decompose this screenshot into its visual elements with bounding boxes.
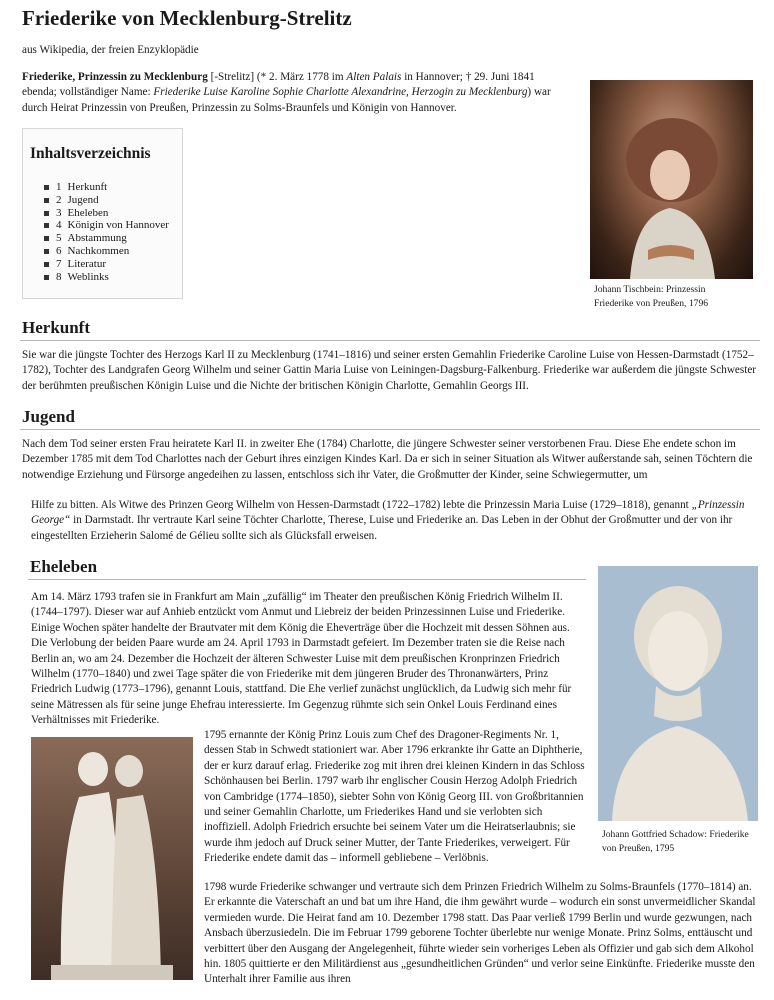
toc-item[interactable]	[44, 207, 169, 220]
bullet-icon	[44, 198, 49, 203]
toc-number: 1	[56, 181, 62, 193]
statue-image	[31, 737, 193, 980]
heading-jugend: Jugend	[22, 407, 75, 426]
toc-link[interactable]: Herkunft	[67, 181, 108, 193]
table-of-contents	[22, 128, 183, 299]
toc-link[interactable]: Literatur	[67, 257, 106, 270]
toc-number: 2	[56, 193, 62, 206]
bust-figure	[598, 566, 758, 821]
toc-number: 7	[56, 257, 62, 270]
portrait-image	[590, 80, 753, 279]
toc-number: 3	[56, 206, 62, 219]
heading-herkunft: Herkunft	[22, 318, 90, 337]
bullet-icon	[44, 223, 49, 228]
herkunft-paragraph: Sie war die jüngste Tochter des Herzogs Karl II zu Mecklenburg (1741–1816) und seiner ersten Gemahlin Friederike Caroline Luise von Hessen-Darmstadt (1752–1782), Tochter des Landgrafen Georg Wilhelm und seiner Gattin Maria Luise von Leiningen-Dagsburg-Falkenburg. Friederike war außerdem die jüngste Schwester der berühmten preußischen Königin Luise und die Nichte der britischen Königin Charlotte, Gemahlin Georgs III.	[22, 349, 757, 392]
toc-item[interactable]	[44, 194, 169, 207]
intro-paragraph	[22, 70, 570, 116]
toc-number: 4	[56, 219, 62, 232]
intro-text: in Hannover; † 29. Juni 1841 ebenda; vollständiger Name:	[22, 71, 535, 99]
toc-item[interactable]	[44, 232, 169, 245]
portrait-caption: Johann Tischbein: Prinzessin Friederike von Preußen, 1796	[594, 284, 709, 309]
toc-number: 6	[56, 244, 62, 257]
toc-item[interactable]	[44, 271, 169, 284]
jugend-nickname: „Prinzessin George“	[31, 499, 745, 527]
eheleben-paragraph-1: Am 14. März 1793 trafen sie in Frankfurt am Main „zufällig“ im Theater den preußischen König Friedrich Wilhelm II. (1744–1797). Dieser war auf Anhieb entzückt vom Anmut und Liebreiz der beiden Prinzessinnen Luise und Friederike. Einige Wochen später handelte der Brautvater mit dem König die Eheverträge über die Hochzeit mit dessen Söhnen aus. Die Verlobung der beiden Paare wurde am 24. April 1793 in Darmstadt gefeiert. Im Dezember traten sie die Reise nach Berlin an, wo am 24. Dezember die Hochzeit der älteren Schwester Luise mit dem preußischen Kronprinzen Friedrich Wilhelm (1770–1840) und zwei Tage später die von Friederike mit dem jüngeren Bruder des Thronanwärters, Prinz Friedrich Ludwig (1773–1796), genannt Louis, stattfand. Die Ehe verlief zunächst unglücklich, da Ludwig sich mehr für seine Mätressen als für seine junge Ehefrau interessierte. Im Gegenzug rühmte sich sein Onkel Louis Ferdinand eines Verhältnisses mit Friederike.	[31, 591, 572, 727]
heading-rule	[28, 579, 586, 580]
bullet-icon	[44, 211, 49, 216]
jugend-text: Hilfe zu bitten. Als Witwe des Prinzen Georg Wilhelm von Hessen-Darmstadt (1722–1782) lebte die Prinzessin Maria Luise (1729–1818), genannt	[31, 499, 692, 511]
toc-number: 8	[56, 270, 62, 283]
toc-item[interactable]	[44, 258, 169, 271]
jugend-paragraph-1: Nach dem Tod seiner ersten Frau heiratete Karl II. in zweiter Ehe (1784) Charlotte, die jüngere Schwester seiner verstorbenen Frau. Diese Ehe endete schon im Dezember 1785 mit dem Tod Charlottes nach der Geburt ihres einzigen Kindes Karl. Da er sich in seiner Situation als Witwer außerstande sah, seinen Töchtern die notwendige Erziehung und Fürsorge angedeihen zu lassen, entschloss sich ihr Vater, die Großmutter der Kinder, seine Schwiegermutter, um	[22, 438, 753, 481]
jugend-paragraph-2	[31, 498, 762, 544]
toc-link[interactable]: Jugend	[67, 193, 99, 206]
page-subtitle: aus Wikipedia, der freien Enzyklopädie	[22, 44, 199, 56]
intro-name: Friederike, Prinzessin zu Mecklenburg	[22, 71, 208, 83]
bullet-icon	[44, 185, 49, 190]
intro-text: [-Strelitz] (* 2. März 1778 im	[207, 71, 347, 83]
toc-title: Inhaltsverzeichnis	[30, 145, 151, 162]
page-title: Friederike von Mecklenburg-Strelitz	[22, 6, 352, 30]
intro-fullname: Friederike Luise Karoline Sophie Charlotte Alexandrine, Herzogin zu Mecklenburg	[153, 86, 528, 99]
jugend-text: in Darmstadt. Ihr vertraute Karl seine Töchter Charlotte, Therese, Luise und Friederike an. Das Leben in der Obhut der Großmutter und der von ihr eingestellten Erzieherin Salomé de Gélieu sollte sich als Glücksfall erweisen.	[31, 514, 733, 542]
toc-item[interactable]	[44, 219, 169, 232]
toc-item[interactable]	[44, 181, 169, 194]
bullet-icon	[44, 236, 49, 241]
toc-link[interactable]: Nachkommen	[67, 244, 130, 257]
eheleben-paragraph-2: 1795 ernannte der König Prinz Louis zum Chef des Dragoner-Regiments Nr. 1, dessen Stab in Schwedt stationiert war. Aber 1796 erkrankte ihr Gatte an Diphtherie, der er kurz darauf erlag. Friederike zog mit ihren drei kleinen Kindern in das Schloss Schönhausen bei Berlin. 1797 warb ihr englischer Cousin Herzog Adolph Friedrich von Cambridge (1774–1850), siebter Sohn von König Georg III. von Großbritannien und seiner Gemahlin Charlotte, um Friederikes Hand und sie verlobten sich inoffiziell. Adolph Friedrich ersuchte bei seinem Vater um die Heiratserlaubnis; sie wurde ihm jedoch auf Druck seiner Mutter, der Tante Friederikes, verweigert. Für Friederike endete damit das – informell gebliebene – Verlöbnis.	[204, 729, 585, 865]
heading-rule	[20, 340, 760, 341]
eheleben-paragraph-3: 1798 wurde Friederike schwanger und vertraute sich dem Prinzen Friedrich Wilhelm zu Solms-Braunfels (1770–1814) an. Er erkannte die Vaterschaft an und bat um ihre Hand, die ihm gewährt wurde – wodurch ein sonst unvermeidlicher Skandal vermieden wurde. Die Heirat fand am 10. Dezember 1798 statt. Das Paar verließ 1799 Berlin und wurde gezwungen, nach Ansbach überzusiedeln. Die im Februar 1799 geborene Tochter überlebte nur wenige Monate. Prinz Solms, enttäuscht und verbittert über den Ausgang der Angelegenheit, führte wieder sein vorheriges Leben als Offizier und gab sich dem Alkohol hin. 1805 quittierte er den Militärdienst aus „gesundheitlichen Gründen“ und verlor seine Einkünfte. Friederike musste den Unterhalt ihrer Familie aus ihren	[204, 881, 756, 986]
heading-rule	[20, 429, 760, 430]
toc-link[interactable]: Eheleben	[67, 206, 109, 219]
intro-place[interactable]: Alten Palais	[346, 71, 402, 83]
bullet-icon	[44, 249, 49, 254]
toc-number: 5	[56, 232, 62, 245]
statue-figure	[31, 737, 193, 980]
bullet-icon	[44, 275, 49, 280]
intro-text: ) war durch Heirat Prinzessin von Preußen, Prinzessin zu Solms-Braunfels und Königin von Hannover.	[22, 86, 551, 114]
toc-link[interactable]: Weblinks	[67, 270, 109, 283]
bust-image	[598, 566, 758, 821]
toc-item[interactable]	[44, 245, 169, 258]
toc-link[interactable]: Abstammung	[67, 232, 127, 245]
bullet-icon	[44, 262, 49, 267]
toc-list	[44, 181, 169, 283]
heading-eheleben: Eheleben	[30, 557, 98, 576]
toc-link[interactable]: Königin von Hannover	[67, 219, 169, 232]
bust-caption: Johann Gottfried Schadow: Friederike von Preußen, 1795	[602, 829, 749, 854]
portrait-figure	[590, 80, 753, 279]
